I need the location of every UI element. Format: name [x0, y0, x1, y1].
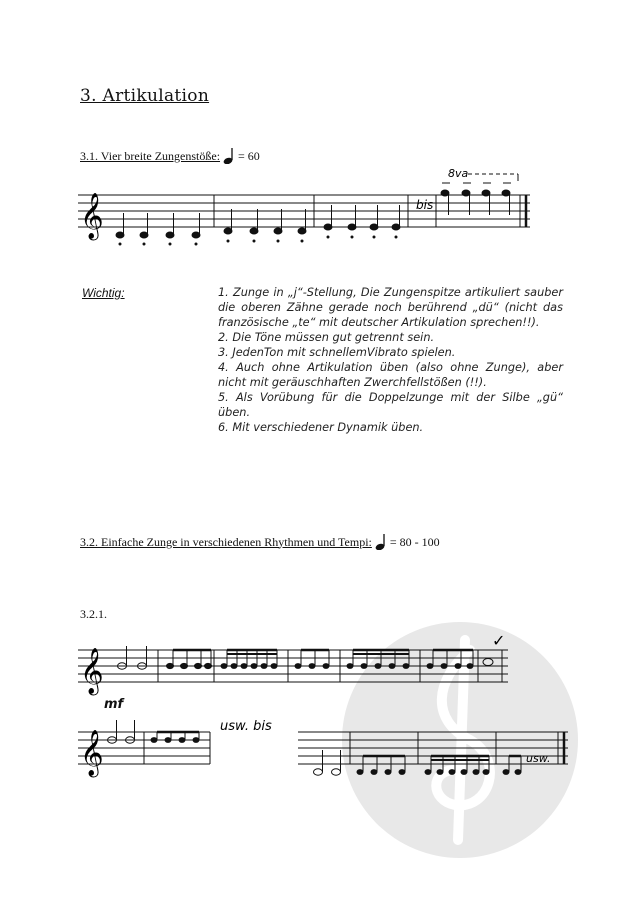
list-item: 1. Zunge in „j“-Stellung, Die Zungenspitze artikuliert sauber die oberen Zähne gerade noch berührend „dü“ (nicht das französische „te“ mit deutscher Artikulation sprechen!!). [218, 286, 563, 329]
list-item: 6. Mit verschiedener Dynamik üben. [218, 421, 424, 434]
section-title: 3. Artikulation [80, 86, 210, 106]
note [482, 183, 491, 215]
list-item: 2. Die Töne müssen gut getrennt sein. [218, 331, 435, 344]
note [298, 209, 306, 242]
staff-3-2-1-row1 [78, 632, 518, 702]
note [116, 213, 124, 245]
ottava-label: 8va [448, 167, 469, 180]
usw-bis-label: usw. bis [220, 719, 272, 734]
staff-3-2-1-row2 [78, 710, 578, 790]
subheading-3-2-1: 3.2.1. [80, 607, 107, 621]
quarter-note-icon [222, 148, 236, 164]
beamed-notes [151, 732, 521, 774]
quarter-note-icon [374, 534, 388, 550]
tempo-3-1: = 60 [238, 148, 260, 163]
treble-clef-icon: 𝄞 [80, 193, 104, 239]
heading-3-1-row [80, 148, 260, 164]
heading-3-2-row [80, 534, 440, 550]
heading-3-1: 3.1. Vier breite Zungenstöße: [80, 148, 221, 163]
note [370, 205, 378, 238]
staff-3-1 [78, 165, 548, 260]
note [502, 183, 511, 215]
note [441, 183, 450, 215]
check-mark-icon: ✓ [492, 631, 506, 650]
list-item: 4. Auch ohne Artikulation üben (also ohne Zunge), aber nicht mit geräuschhaften Zwerchfellstößen (!!). [218, 361, 563, 389]
note [348, 205, 356, 238]
note [462, 183, 471, 215]
tempo-3-2: = 80 - 100 [389, 534, 440, 549]
note [224, 209, 232, 242]
list-item: 3. JedenTon mit schnellemVibrato spielen. [218, 346, 456, 359]
treble-clef-icon: 𝄞 [80, 730, 104, 776]
note [166, 213, 174, 245]
wichtig-label: Wichtig: [82, 286, 125, 300]
bis-label: bis [416, 198, 434, 212]
heading-3-2: 3.2. Einfache Zunge in verschiedenen Rhythmen und Tempi: [80, 534, 372, 549]
note [140, 213, 148, 245]
wichtig-list [218, 285, 563, 435]
note [392, 205, 400, 238]
staff-lines [78, 195, 530, 227]
treble-clef-icon: 𝄞 [80, 648, 104, 694]
list-item: 5. Als Vorübung für die Doppelzunge mit der Silbe „gü“ üben. [218, 391, 563, 419]
usw-label: usw. [526, 752, 551, 765]
note [250, 209, 258, 242]
note [192, 213, 200, 245]
dynamic-mf: mf [104, 697, 124, 712]
note [274, 209, 282, 242]
note [324, 205, 332, 238]
